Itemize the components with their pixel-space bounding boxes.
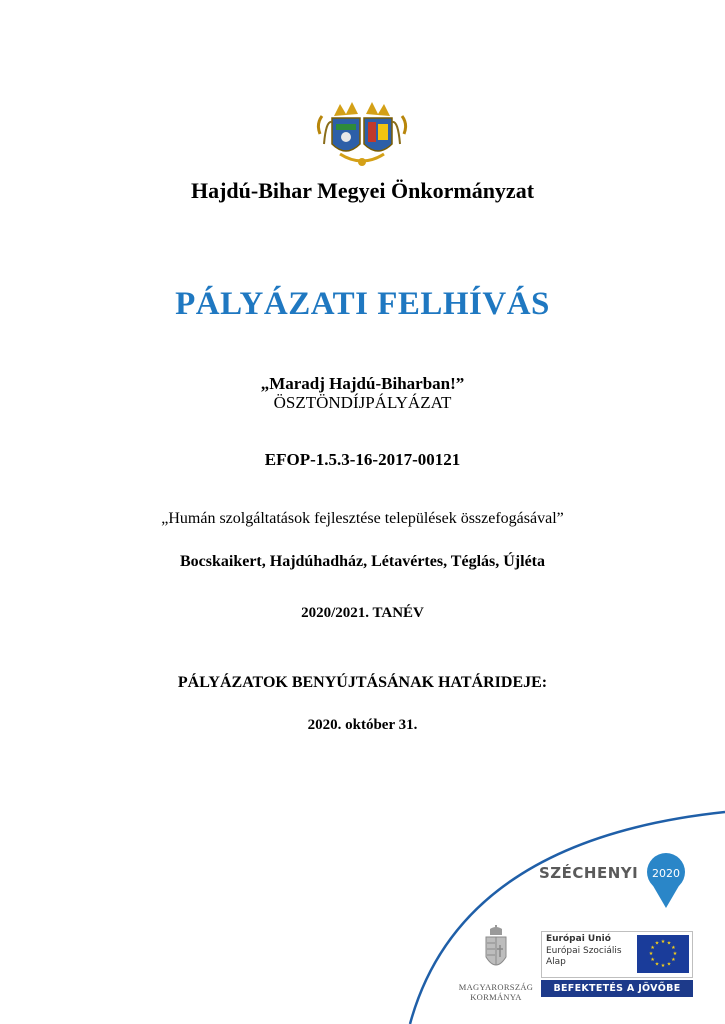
- program-type: ÖSZTÖNDÍJPÁLYÁZAT: [273, 393, 452, 412]
- program-name: „Maradj Hajdú-Biharban!”: [260, 374, 465, 393]
- organization-name: Hajdú-Bihar Megyei Önkormányzat: [190, 178, 535, 203]
- page-title: PÁLYÁZATI FELHÍVÁS: [175, 286, 550, 322]
- svg-text:★: ★: [671, 957, 676, 963]
- szechenyi-year: 2020: [652, 867, 680, 880]
- deadline-date: 2020. október 31.: [307, 717, 418, 733]
- svg-text:★: ★: [660, 939, 666, 945]
- szechenyi-label: SZÉCHENYI: [539, 864, 639, 882]
- svg-text:★: ★: [671, 945, 676, 951]
- eu-fund-text: [546, 934, 622, 969]
- slogan-banner: BEFEKTETÉS A JÖVŐBE: [541, 980, 693, 997]
- eu-line1: Európai Unió: [546, 934, 611, 944]
- svg-text:★: ★: [654, 940, 660, 947]
- svg-text:★: ★: [654, 961, 660, 968]
- svg-text:★: ★: [650, 945, 655, 951]
- eu-fund-box: [541, 931, 693, 978]
- eu-line3: Alap: [546, 957, 566, 967]
- eu-flag-icon: [637, 935, 689, 973]
- szechenyi-2020-badge: [646, 852, 686, 910]
- government-name: [450, 982, 542, 1002]
- county-coat-of-arms-icon: [314, 94, 410, 170]
- towns-list: Bocskaikert, Hajdúhadház, Létavértes, Téglás, Újléta: [179, 553, 545, 570]
- svg-text:★: ★: [672, 951, 678, 957]
- svg-text:★: ★: [648, 951, 654, 957]
- government-line1: MAGYARORSZÁG: [458, 982, 534, 992]
- svg-text:★: ★: [650, 957, 655, 963]
- school-year: 2020/2021. TANÉV: [301, 605, 424, 621]
- svg-text:★: ★: [660, 963, 666, 969]
- hungary-coat-of-arms-icon: [480, 925, 512, 975]
- deadline-label: PÁLYÁZATOK BENYÚJTÁSÁNAK HATÁRIDEJE:: [177, 674, 548, 691]
- eu-line2: Európai Szociális: [546, 945, 622, 956]
- government-line2: KORMÁNYA: [470, 992, 522, 1002]
- svg-text:★: ★: [666, 940, 672, 947]
- project-title: „Humán szolgáltatások fejlesztése települések összefogásával”: [161, 510, 564, 527]
- project-code: EFOP-1.5.3-16-2017-00121: [264, 450, 461, 469]
- svg-text:★: ★: [666, 961, 672, 968]
